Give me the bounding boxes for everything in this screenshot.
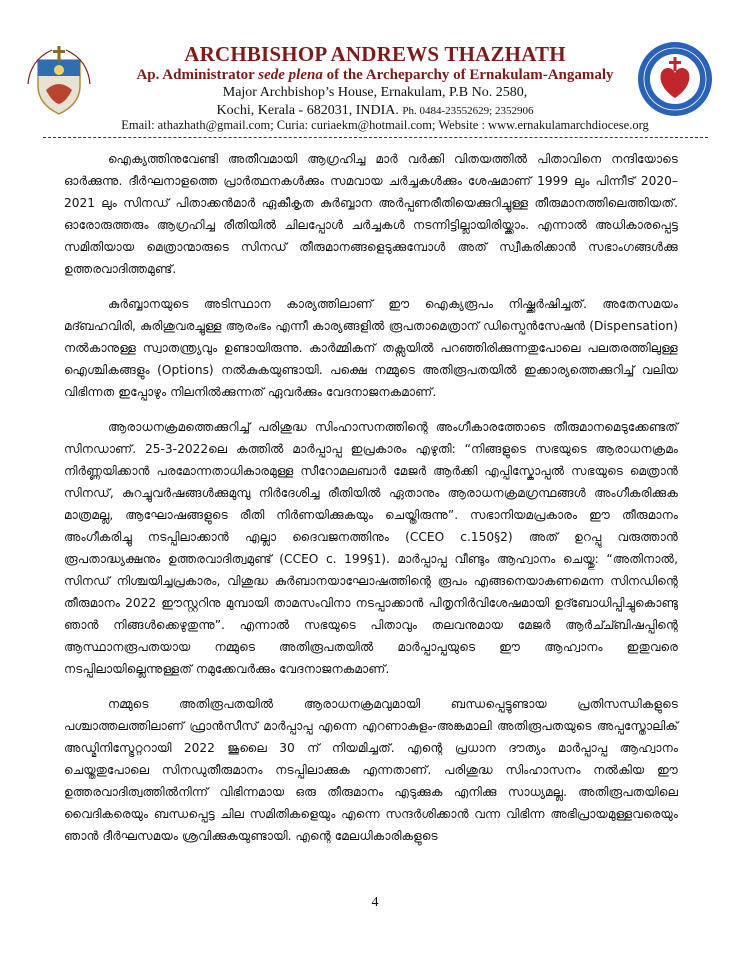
letterhead: [0, 0, 750, 148]
letterhead-subtitle: [120, 66, 630, 84]
address-line-1: Major Archbishop’s House, Ernakulam, P.B No. 2580,: [222, 85, 528, 100]
paragraph: ആരാധനക്രമത്തെക്കുറിച്ച് പരിശുദ്ധ സിംഹാസനത്തിന്റെ അംഗീകാരത്തോടെ തീരുമാനമെടുക്കേണ്ടത് സിനഡാണ്. 25-3-2022ലെ കത്തിൽ മാർപ്പാപ്പ ഇപ്രകാരം എഴുതി: “നിങ്ങളുടെ സഭയുടെ ആരാധനക്രമം നിർണ്ണയിക്കാൻ പരമോന്നതാധികാരമുള്ള സീറോമലബാർ മേജർ ആർക്കി എപ്പിസ്കോപ്പൽ സഭയുടെ മെത്രാൻ സിനഡ്, കുറച്ചുവർഷങ്ങൾക്കുമുമ്പു നിർദേശിച്ച രീതിയിൽ ഏതാനും ആരാധനക്രമഗ്രന്ഥങ്ങൾ അംഗീകരിക്കുക മാത്രമല്ല, ആഘോഷങ്ങളുടെ രീതി നിർണയിക്കുകയും ചെയ്തിരുന്നു”. സഭാനിയമപ്രകാരം ഈ തീരുമാനം അംഗീകരിച്ചു നടപ്പിലാക്കാൻ എല്ലാ ദൈവജനത്തിനും (CCEO c.150§2) അത് ഉറപ്പു വരുത്താൻ രൂപതാദ്ധ്യക്ഷനും ഉത്തരവാദിത്വമുണ്ട് (CCEO c. 199§1). മാർപ്പാപ്പ വീണ്ടും ആഹ്വാനം ചെയ്തു: “അതിനാൽ, സിനഡ് നിശ്ചയിച്ചപ്രകാരം, വിശുദ്ധ കുർബാനയാഘോഷത്തിന്റെ രൂപം എങ്ങനെയാകണമെന്ന സിനഡിന്റെ തീരുമാനം 2022 ഈസ്റ്ററിനു മുമ്പായി താമസംവിനാ നടപ്പാക്കാൻ പിതൃനിർവിശേഷമായി ഉദ്ബോധിപ്പിച്ചുകൊണ്ടു ഞാൻ നിങ്ങൾക്കെഴുതുന്നു”. എന്നാൽ സഭയുടെ പിതാവും തലവനുമായ മേജർ ആർച്ച്ബിഷപ്പിന്റെ ആസ്ഥാനരൂപതയായ നമ്മുടെ അതിരൂപതയിൽ മാർപ്പാപ്പയുടെ ഈ ആഹ്വാനം ഇതുവരെ നടപ്പിലായില്ലെന്നുള്ളത് നമുക്കേവർക്കും വേദനാജനകമാണ്.: [64, 420, 678, 676]
paragraph: കുർബ്ബാനയുടെ അടിസ്ഥാന കാര്യത്തിലാണ് ഈ ഐക്യരൂപം നിഷ്ക്കർഷിച്ചത്. അതേസമയം മദ്ബഹവിരി, കുരിശുവരച്ചുള്ള ആരംഭം എന്നീ കാര്യങ്ങളിൽ രൂപതാമെത്രാന് ഡിസ്പെൻസേഷൻ (Dispensation) നൽകാനുള്ള സ്വാതന്ത്ര്യവും ഉണ്ടായിരുന്നു. കാർമ്മികന് തക്സയിൽ പറഞ്ഞിരിക്കുന്നതുപോലെ പലതരത്തിലുള്ള ഐശ്ചികങ്ങളും (Options) നൽകുകയുണ്ടായി. പക്ഷെ നമ്മുടെ അതിരൂപതയിൽ ഇക്കാര്യത്തെക്കുറിച്ച് വലിയ വിഭിന്നത ഇപ്പോഴും നിലനിൽക്കുന്നത് ഏവർക്കും വേദനാജനകമാണ്.: [64, 297, 678, 399]
subtitle-italic: sede plena: [258, 67, 323, 83]
phone-numbers: Ph. 0484-23552629; 2352906: [402, 105, 534, 117]
page-number: 4: [371, 895, 379, 910]
subtitle-suffix: of the Archeparchy of Ernakulam-Angamaly: [322, 67, 614, 83]
letterhead-title: ARCHBISHOP ANDREWS THAZHATH: [184, 42, 566, 66]
letterhead-text-block: [120, 42, 630, 120]
letterhead-divider: [43, 137, 708, 138]
address-city: Kochi, Kerala - 682031, INDIA.: [216, 103, 399, 118]
subtitle-prefix: Ap. Administrator: [136, 67, 259, 83]
archbishop-coat-of-arms-logo: [22, 40, 96, 118]
archdiocese-seal-logo: [636, 40, 714, 118]
paragraph: നമ്മുടെ അതിരൂപതയിൽ ആരാധനക്രമവുമായി ബന്ധപ്പെട്ടുണ്ടായ പ്രതിസന്ധികളുടെ പശ്ചാത്തലത്തിലാണ് ഫ്രാൻസീസ് മാർപ്പാപ്പ എന്നെ എറണാകുളം-അങ്കമാലി അതിരൂപതയുടെ അപ്പസ്തോലിക് അഡ്മിനിസ്ട്രേറ്ററായി 2022 ജൂലൈ 30 ന് നിയമിച്ചത്. എന്റെ പ്രധാന ദൗത്യം മാർപ്പാപ്പ ആഹ്വാനം ചെയ്തതുപോലെ സിനഡുതീരുമാനം നടപ്പിലാക്കുക എന്നതാണ്. പരിശുദ്ധ സിംഹാസനം നൽകിയ ഈ ഉത്തരവാദിത്വത്തിൽനിന്ന് വിഭിന്നമായ ഒരു തീരുമാനം എടുക്കുക എനിക്കു സാധ്യമല്ല. അതിരൂപതയിലെ വൈദികരെയും ബന്ധപ്പെട്ട ചില സമിതികളെയും എന്നെ സന്ദർശിക്കാൻ വന്ന വിഭിന്ന അഭിപ്രായമുള്ളവരെയും ഞാൻ ദീർഘസമയം ശ്രവിക്കുകയുണ്ടായി. എന്റെ മേലധികാരികളുടെ: [64, 697, 678, 843]
contact-email-line: Email: athazhath@gmail.com; Curia: curiaekm@hotmail.com; Website : www.ernakulamarchdiocese.org: [121, 118, 649, 132]
letter-body: [64, 148, 678, 860]
paragraph: ഐക്യത്തിനുവേണ്ടി അതീവമായി ആഗ്രഹിച്ച മാർ വർക്കി വിതയത്തിൽ പിതാവിനെ നന്ദിയോടെ ഓർക്കുന്നു. ദീർഘനാളത്തെ പ്രാർത്ഥനകൾക്കും സമവായ ചർച്ചകൾക്കും ശേഷമാണ് 1999 ലും പിന്നീട് 2020–2021 ലും സിനഡ് പിതാക്കൻമാർ ഏകീകൃത കുർബ്ബാന അർപ്പണരീതിയെക്കുറിച്ചുള്ള തീരുമാനത്തിലെത്തിയത്. ഓരോരുത്തരും ആഗ്രഹിച്ച രീതിയിൽ ചിലപ്പോൾ ചർച്ചകൾ നടന്നിട്ടില്ലായിരിയ്ക്കാം. എന്നാൽ അധികാരപ്പെട്ട സമിതിയായ മെത്രാന്മാരുടെ സിനഡ് തീരുമാനങ്ങളെടുക്കുമ്പോൾ അത് സ്വീകരിക്കാൻ സഭാംഗങ്ങൾക്കു ഉത്തരവാദിത്തമുണ്ട്.: [64, 152, 678, 276]
